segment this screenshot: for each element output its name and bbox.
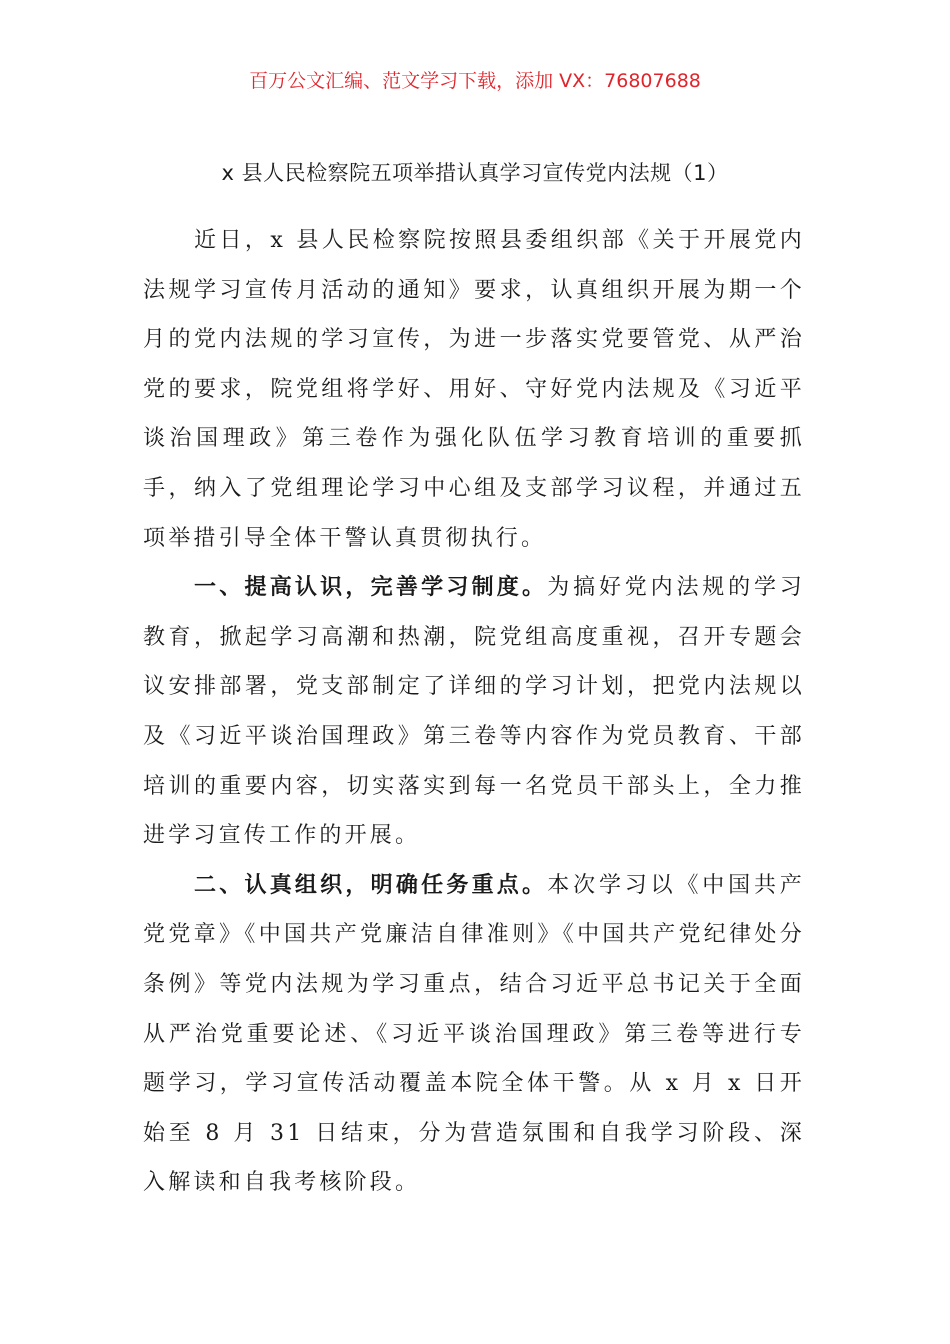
paragraph-section-1 xyxy=(143,563,805,861)
paragraph-text: 为搞好党内法规的学习教育，掀起学习高潮和热潮，院党组高度重视，召开专题会议安排部署，党支部制定了详细的学习计划，把党内法规以及《习近平谈治国理政》第三卷等内容作为党员教育、干部培训的重要内容，切实落实到每一名党员干部头上，全力推进学习宣传工作的开展。 xyxy=(143,575,805,849)
paragraph-intro xyxy=(143,216,805,563)
document-body xyxy=(143,216,805,1208)
watermark-header: 百万公文汇编、范文学习下载，添加 VX：76807688 xyxy=(249,70,701,92)
section-heading: 一、提高认识，完善学习制度。 xyxy=(194,575,548,601)
paragraph-text: 近日，x 县人民检察院按照县委组织部《关于开展党内法规学习宣传月活动的通知》要求，认真组织开展为期一个月的党内法规的学习宣传，为进一步落实党要管党、从严治党的要求，院党组将学好、用好、守好党内法规及《习近平谈治国理政》第三卷作为强化队伍学习教育培训的重要抓手，纳入了党组理论学习中心组及支部学习议程，并通过五项举措引导全体干警认真贯彻执行。 xyxy=(143,228,805,551)
paragraph-section-2 xyxy=(143,861,805,1208)
document-title: x 县人民检察院五项举措认真学习宣传党内法规（1） xyxy=(221,161,729,185)
section-heading: 二、认真组织，明确任务重点。 xyxy=(194,872,548,898)
paragraph-text: 本次学习以《中国共产党党章》《中国共产党廉洁自律准则》《中国共产党纪律处分条例》等党内法规为学习重点，结合习近平总书记关于全面从严治党重要论述、《习近平谈治国理政》第三卷等进行专题学习，学习宣传活动覆盖本院全体干警。从 x 月 x 日开始至 8 月 31 日结束，分为营造氛围和自我学习阶段、深入解读和自我考核阶段。 xyxy=(143,872,805,1196)
